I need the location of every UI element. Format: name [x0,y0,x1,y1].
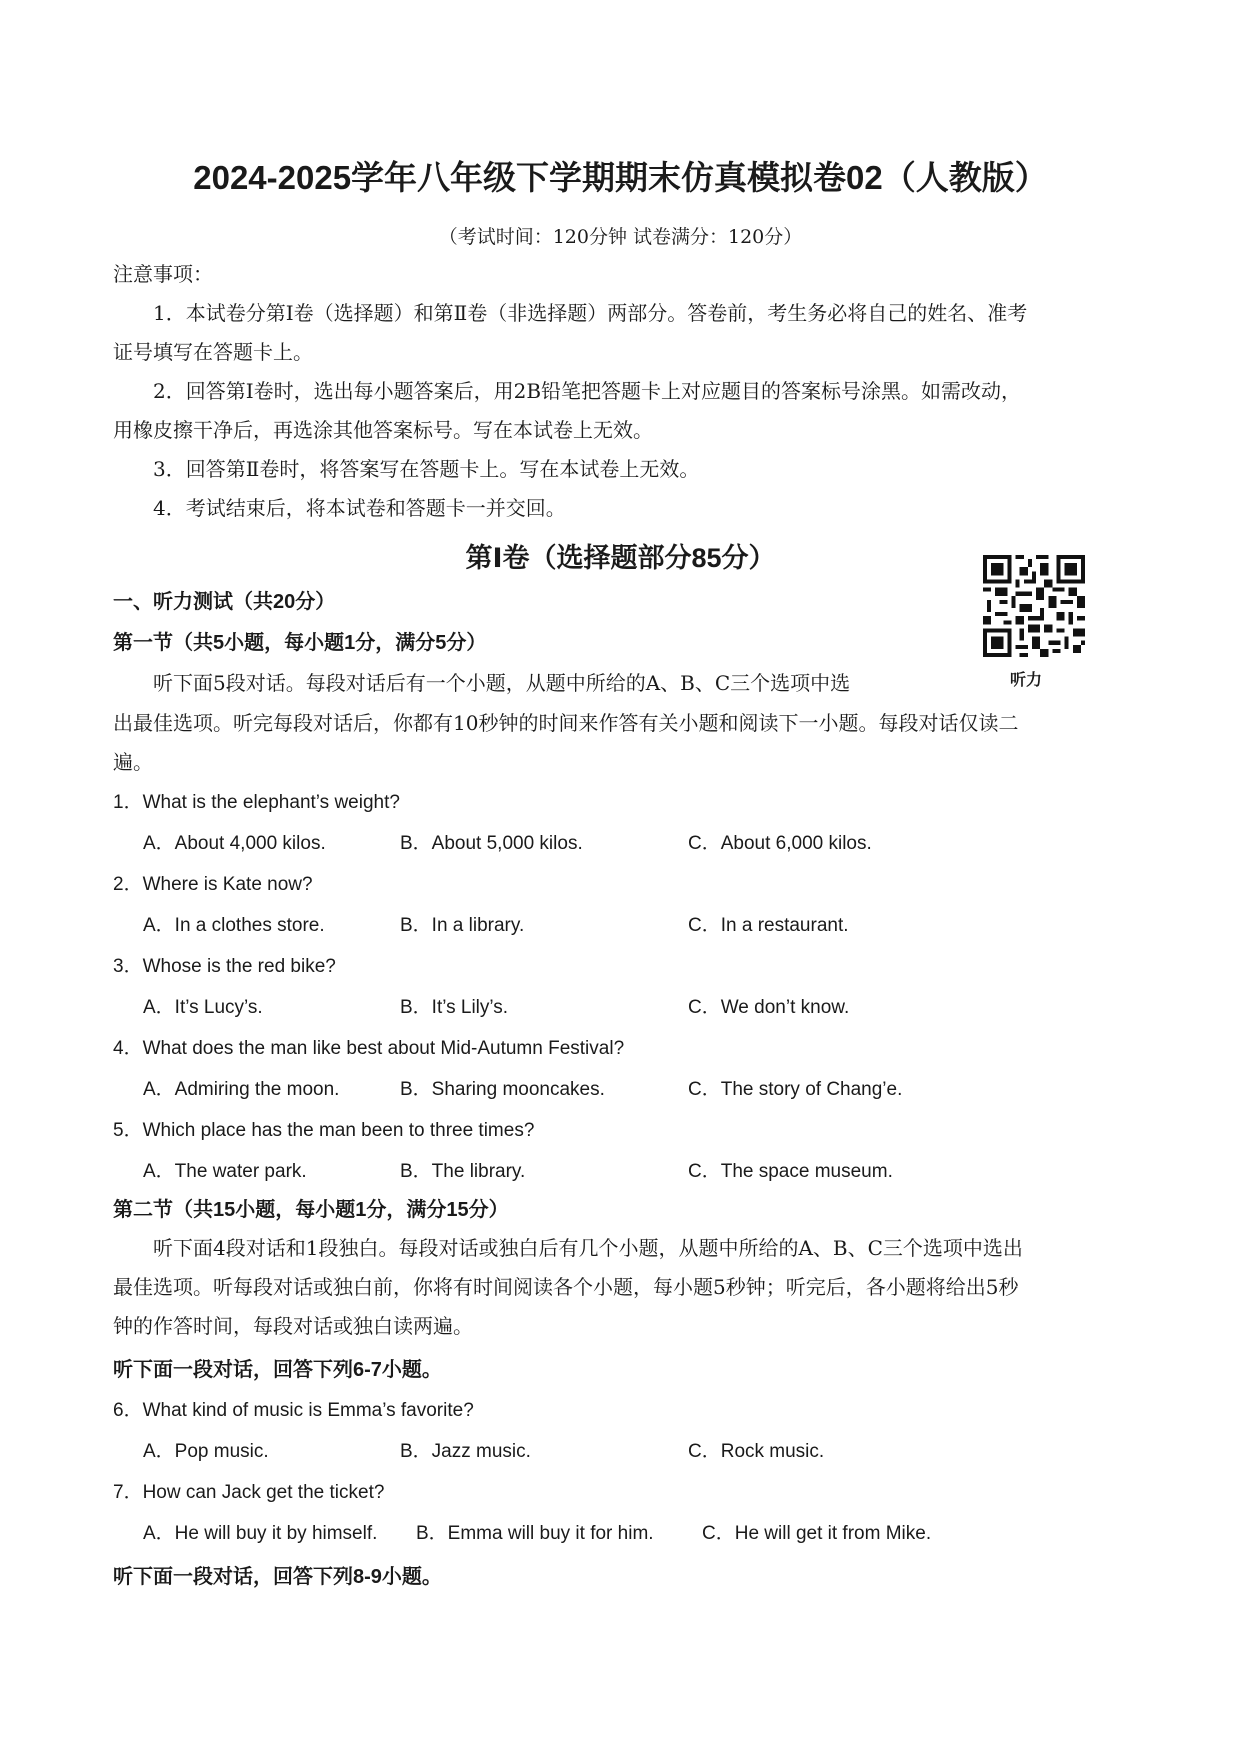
note-line: 2．回答第Ⅰ卷时，选出每小题答案后，用2B铅笔把答题卡上对应题目的答案标号涂黑。如需改动， [153,379,1022,403]
question-stem: 1．What is the elephant’s weight? [113,792,400,813]
instruction-line: 听下面4段对话和1段独白。每段对话或独白后有几个小题，从题中所给的A、B、C三个选项中选出 [153,1236,1023,1260]
group-heading: 听下面一段对话，回答下列8-9小题。 [113,1566,442,1588]
qr-code-icon [983,555,1085,657]
page-title: 2024-2025学年八年级下学期期末仿真模拟卷02（人教版） [193,159,1048,196]
instruction-line: 出最佳选项。听完每段对话后，你都有10秒钟的时间来作答有关小题和阅读下一小题。每段对话仅读二 [113,711,1019,735]
option-b: B．The library. [400,1161,526,1182]
subsection-heading: 第二节（共15小题，每小题1分，满分15分） [113,1199,509,1221]
question-stem: 7．How can Jack get the ticket? [113,1482,385,1503]
option-c: C．He will get it from Mike. [702,1523,932,1544]
option-b: B．Jazz music. [400,1441,531,1462]
note-line: 4．考试结束后，将本试卷和答题卡一并交回。 [153,496,566,520]
question-stem: 3．Whose is the red bike? [113,956,336,977]
option-b: B．In a library. [400,915,525,936]
option-b: B．About 5,000 kilos. [400,833,583,854]
instruction-line: 钟的作答时间，每段对话或独白读两遍。 [113,1314,473,1338]
option-c: C．The space museum. [688,1161,893,1182]
question-stem: 4．What does the man like best about Mid-Autumn Festival? [113,1038,625,1059]
option-a: A．About 4,000 kilos. [143,833,326,854]
group-heading: 听下面一段对话，回答下列6-7小题。 [113,1359,442,1381]
option-a: A．Pop music. [143,1441,269,1462]
option-c: C．Rock music. [688,1441,825,1462]
note-line: 证号填写在答题卡上。 [113,340,313,364]
option-b: B．Emma will buy it for him. [416,1523,654,1544]
option-c: C．About 6,000 kilos. [688,833,872,854]
instruction-line: 听下面5段对话。每段对话后有一个小题，从题中所给的A、B、C三个选项中选 [153,671,851,695]
option-a: A．Admiring the moon. [143,1079,340,1100]
option-b: B．It’s Lily’s. [400,997,509,1018]
notes-heading: 注意事项： [113,262,213,286]
instruction-line: 遍。 [113,750,153,774]
question-stem: 5．Which place has the man been to three times? [113,1120,535,1141]
subsection-heading: 第一节（共5小题，每小题1分，满分5分） [113,632,487,654]
part-title: 第Ⅰ卷（选择题部分85分） [465,543,776,573]
instruction-line: 最佳选项。听每段对话或独白前，你将有时间阅读各个小题，每小题5秒钟；听完后，各小题将给出5秒 [113,1275,1019,1299]
note-line: 用橡皮擦干净后，再选涂其他答案标号。写在本试卷上无效。 [113,418,653,442]
option-c: C．We don’t know. [688,997,850,1018]
option-c: C．The story of Chang’e. [688,1079,903,1100]
note-line: 3．回答第Ⅱ卷时，将答案写在答题卡上。写在本试卷上无效。 [153,457,700,481]
option-c: C．In a restaurant. [688,915,849,936]
exam-info: （考试时间：120分钟 试卷满分：120分） [438,226,803,248]
question-stem: 2．Where is Kate now? [113,874,313,895]
option-b: B．Sharing mooncakes. [400,1079,605,1100]
option-a: A．In a clothes store. [143,915,325,936]
option-a: A．He will buy it by himself. [143,1523,378,1544]
option-a: A．The water park. [143,1161,307,1182]
note-line: 1．本试卷分第Ⅰ卷（选择题）和第Ⅱ卷（非选择题）两部分。答卷前，考生务必将自己的姓名、准考 [153,301,1028,325]
qr-caption: 听力 [1010,670,1043,689]
section-heading: 一、听力测试（共20分） [113,591,336,613]
option-a: A．It’s Lucy’s. [143,997,263,1018]
question-stem: 6．What kind of music is Emma’s favorite? [113,1400,474,1421]
